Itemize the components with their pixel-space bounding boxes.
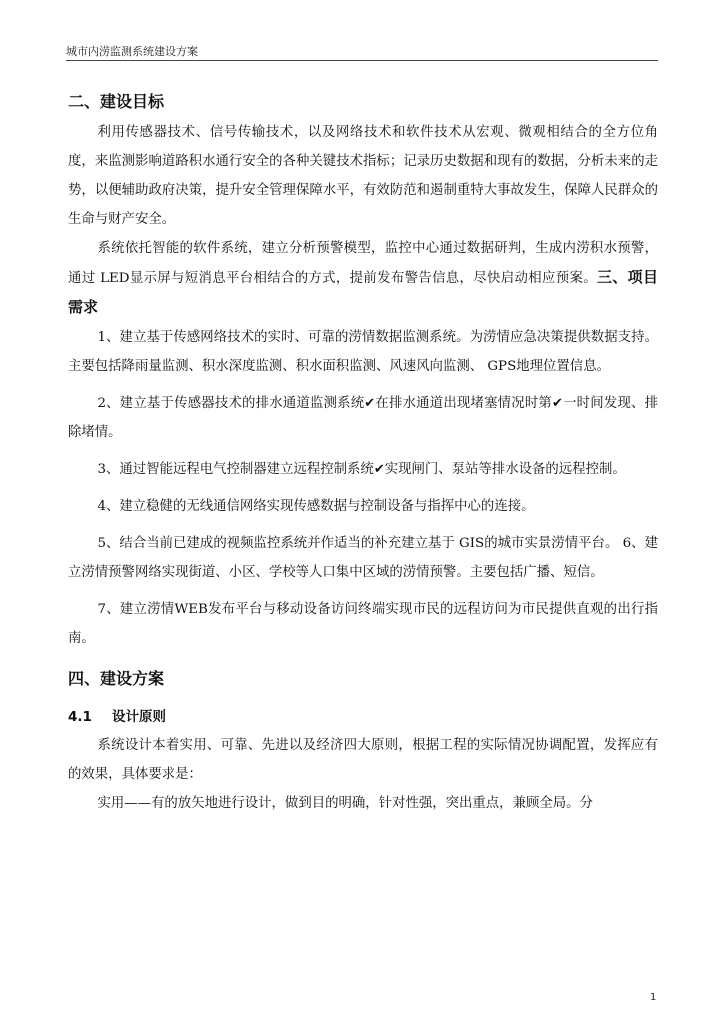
page-number: 1 xyxy=(650,992,657,1003)
requirement-item-3-part-a: 3、通过智能远程电气控制器建立远程控制系统 xyxy=(97,462,374,477)
subsection-4-1-heading xyxy=(68,703,658,731)
check-mark-icon: ✔ xyxy=(364,396,376,411)
header-divider xyxy=(66,60,658,61)
check-mark-icon: ✔ xyxy=(373,462,385,477)
requirement-item-5-6: 5、结合当前已建成的视频监控系统并作适当的补充建立基于 GIS的城市实景涝情平台。 6、建立涝情预警网络实现街道、小区、学校等人口集中区域的涝情预警。主要包括广播、短信。 xyxy=(68,536,658,580)
section-3-heading: 三、项目需求 xyxy=(68,268,658,316)
requirement-item-2-part-a: 2、建立基于传感器技术的排水通道监测系统 xyxy=(97,396,365,411)
document-body xyxy=(68,88,658,818)
requirement-item-1: 1、建立基于传感网络技术的实时、可靠的涝情数据监测系统。为涝情应急决策提供数据支持。主要包括降雨量监测、积水深度监测、积水面积监测、风速风向监测、 GPS地理位置信息。 xyxy=(68,330,658,374)
requirement-item-2-part-b: 在排水通道出现堵塞情况时第 xyxy=(375,396,552,411)
requirement-item-3-part-b: 实现闸门、泵站等排水设备的远程控制。 xyxy=(384,462,626,477)
subsection-number: 4.1 xyxy=(68,709,92,725)
section-2-paragraph-2 xyxy=(68,234,658,323)
section-2-paragraph-2-text: 系统依托智能的软件系统，建立分析预警模型，监控中心通过数据研判，生成内涝积水预警，通过 LED显示屏与短消息平台相结合的方式，提前发布警告信息，尽快启动相应预案。 xyxy=(68,241,658,286)
requirement-item-3 xyxy=(68,455,658,484)
section-4-paragraph-1: 系统设计本着实用、可靠、先进以及经济四大原则，根据工程的实际情况协调配置，发挥应有的效果，具体要求是： xyxy=(68,738,658,782)
subsection-title: 设计原则 xyxy=(112,709,166,725)
requirement-item-4: 4、建立稳健的无线通信网络实现传感数据与控制设备与指挥中心的连接。 xyxy=(97,499,535,514)
requirement-item-7: 7、建立涝情WEB发布平台与移动设备访问终端实现市民的远程访问为市民提供直观的出行指南。 xyxy=(68,602,658,646)
section-2-heading: 二、建设目标 xyxy=(68,92,165,111)
section-4-heading: 四、建设方案 xyxy=(68,669,165,688)
requirement-item-2 xyxy=(68,389,658,447)
section-4-paragraph-2: 实用——有的放矢地进行设计，做到目的明确，针对性强，突出重点，兼顾全局。分 xyxy=(97,796,593,811)
section-2-paragraph-1: 利用传感器技术、信号传输技术，以及网络技术和软件技术从宏观、微观相结合的全方位角度，来监测影响道路积水通行安全的各种关键技术指标；记录历史数据和现有的数据，分析未来的走势，以便辅助政府决策，提升安全管理保障水平，有效防范和遏制重特大事故发生，保障人民群众的生命与财产安全。 xyxy=(68,125,658,227)
check-mark-icon: ✔ xyxy=(552,396,563,411)
requirement-item-2-part-c: 一时间发现、排除堵情。 xyxy=(68,396,658,440)
page-header: 城市内涝监测系统建设方案 xyxy=(66,45,198,58)
